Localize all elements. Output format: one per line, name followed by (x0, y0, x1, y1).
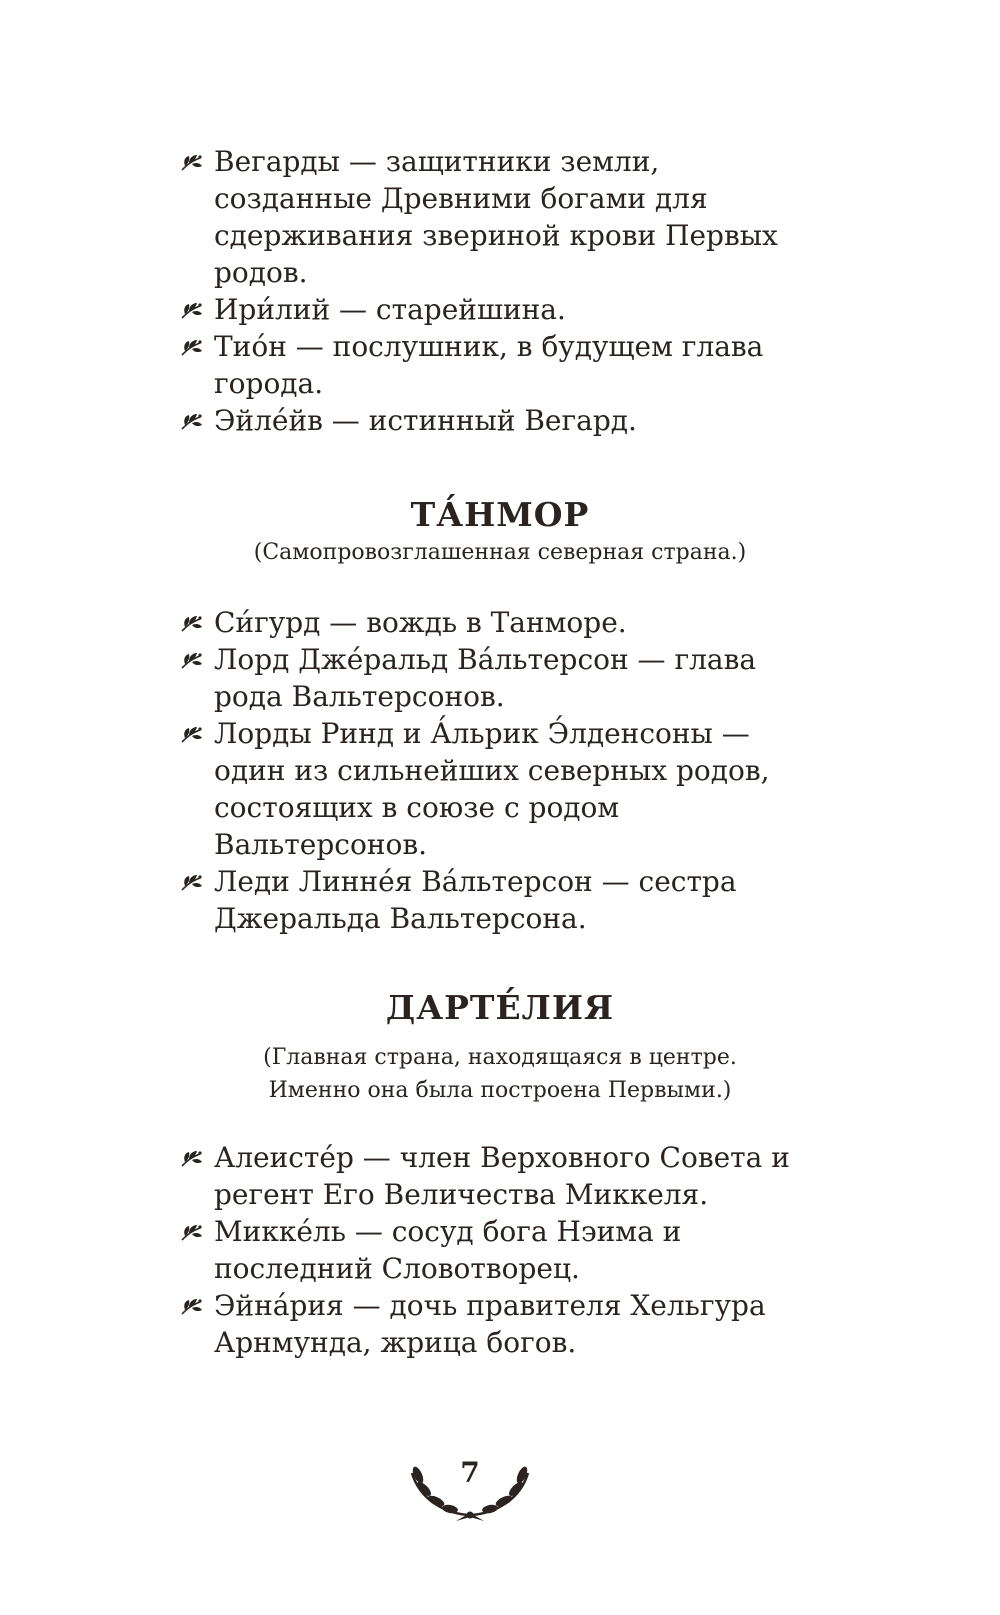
list-item (180, 863, 820, 937)
section-title-dartelia: ДАРТЕ́ЛИЯ (385, 988, 615, 1027)
list-item-text: Леди Линне́я Ва́льтерсон — сестра Джеральда Вальтерсона. (214, 865, 737, 935)
leaf-bullet-icon (180, 872, 204, 892)
list-item (180, 328, 820, 402)
leaf-bullet-icon (180, 1148, 204, 1168)
section-vegards-list (180, 143, 820, 439)
leaf-bullet-icon (180, 411, 204, 431)
section-tanmor-list (180, 604, 820, 937)
section-title-tanmor: ТА́НМОР (410, 495, 590, 534)
list-item (180, 641, 820, 715)
leaf-bullet-icon (180, 650, 204, 670)
list-item-text: Эйна́рия — дочь правителя Хельгура Арнмунда, жрица богов. (214, 1289, 766, 1359)
leaf-bullet-icon (180, 1296, 204, 1316)
list-item-text: Тио́н — послушник, в будущем глава города. (214, 330, 764, 400)
list-item (180, 291, 820, 328)
leaf-bullet-icon (180, 337, 204, 357)
list-item-text: Ири́лий — старейшина. (214, 293, 566, 326)
leaf-bullet-icon (180, 724, 204, 744)
list-item (180, 402, 820, 439)
list-item (180, 143, 820, 291)
section-subtitle-dartelia-line2: Именно она была построена Первыми.) (268, 1078, 732, 1103)
leaf-bullet-icon (180, 1222, 204, 1242)
leaf-bullet-icon (180, 613, 204, 633)
leaf-bullet-icon (180, 300, 204, 320)
list-item-text: Алеисте́р — член Верховного Совета и регент Его Величества Миккеля. (214, 1141, 790, 1211)
list-item (180, 1213, 820, 1287)
leaf-bullet-icon (180, 152, 204, 172)
list-item-text: Лорды Ринд и А́льрик Э́лденсоны — один из сильнейших северных родов, состоящих в союзе с родом Вальтерсонов. (214, 717, 770, 861)
section-subtitle-tanmor: (Самопровозглашенная северная страна.) (253, 540, 747, 565)
section-dartelia-list (180, 1139, 820, 1361)
page-footer (400, 1455, 540, 1525)
list-item-text: Си́гурд — вождь в Танморе. (214, 606, 627, 639)
section-subtitle-dartelia-line1: (Главная страна, находящаяся в центре. (263, 1045, 737, 1070)
page-number: 7 (460, 1456, 480, 1489)
list-item-text: Лорд Дже́ральд Ва́льтерсон — глава рода Вальтерсонов. (214, 643, 757, 713)
list-item-text: Эйле́йв — истинный Вегард. (214, 404, 637, 437)
list-item-text: Микке́ль — сосуд бога Нэима и последний Словотворец. (214, 1215, 682, 1285)
list-item (180, 1287, 820, 1361)
list-item (180, 715, 820, 863)
list-item (180, 604, 820, 641)
list-item (180, 1139, 820, 1213)
list-item-text: Вегарды — защитники земли, созданные Древними богами для сдерживания звериной крови Первых родов. (214, 145, 778, 289)
